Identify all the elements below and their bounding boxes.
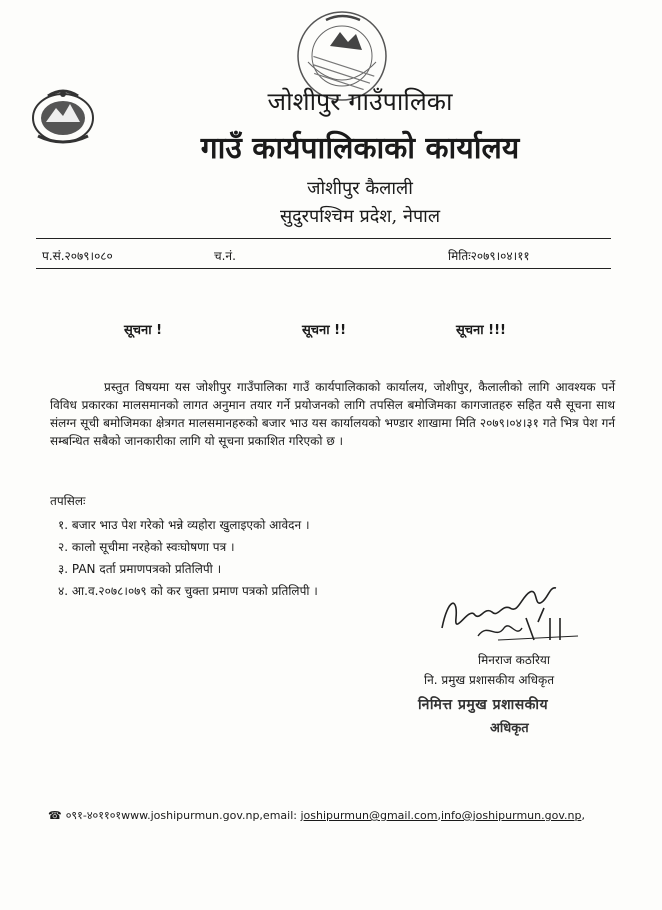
notice-label-2: सूचना !!: [302, 323, 347, 338]
footer-phone-web: ०९१-४०११०१www.joshipurmun.gov.np,email:: [65, 809, 301, 822]
footer-email-1[interactable]: joshipurmun@gmail.com: [300, 809, 438, 822]
nepal-emblem-icon: [28, 86, 98, 146]
notice-body: प्रस्तुत विषयमा यस जोशीपुर गाउँपालिका गाउँ कार्यपालिकाको कार्यालय, जोशीपुर, कैलालीको लागि आवश्यक पर्ने विविध प्रकारका मालसमानको लागत अनुमान तयार गर्ने प्रयोजनको लागि तपसिल बमोजिमका कागजातहरु सहित यसै सूचना साथ संलग्न सूची बमोजिमका क्षेत्रगत मालसमानहरुको बजार भाउ यस कार्यालयको भण्डार शाखामा मिति २०७९।०४।३१ गते भित्र पेश गर्न सम्बन्धित सबैको जानकारीका लागि यो सूचना प्रकाशित गरिएको छ ।: [50, 380, 615, 448]
footer-separator: ,: [437, 809, 441, 822]
address-line-1: जोशीपुर कैलाली: [307, 178, 413, 199]
list-item: २. कालो सूचीमा नरहेको स्वःघोषणा पत्र ।: [58, 540, 235, 554]
letter-number: प.सं.२०७९।०८०: [42, 249, 113, 263]
letter-date: मितिः२०७९।०४।११: [448, 249, 530, 263]
header-rule-bottom: [36, 268, 611, 269]
footer-trail: ,: [581, 809, 585, 822]
address-line-2: सुदुरपश्चिम प्रदेश, नेपाल: [279, 206, 441, 227]
contact-footer: [48, 808, 585, 823]
list-item: १. बजार भाउ पेश गरेको भन्ने व्यहोरा खुलाइएको आवेदन ।: [58, 518, 310, 532]
header-rule-top: [36, 238, 611, 239]
list-item: ३. PAN दर्ता प्रमाणपत्रको प्रतिलिपी ।: [58, 562, 222, 576]
notice-label-1: सूचना !: [124, 323, 163, 338]
notice-label-3: सूचना !!!: [456, 323, 506, 338]
footer-email-2[interactable]: info@joshipurmun.gov.np: [441, 809, 582, 822]
dispatch-number: च.नं.: [214, 249, 236, 263]
official-stamp-line-1: निमित्त प्रमुख प्रशासकीय: [418, 697, 549, 713]
official-stamp-line-2: अधिकृत: [490, 721, 529, 736]
handwritten-signature: [438, 578, 583, 650]
signatory-name: मिनराज कठरिया: [478, 653, 550, 667]
attachments-title: तपसिलः: [50, 494, 86, 508]
list-item: ४. आ.व.२०७८।०७९ को कर चुक्ता प्रमाण पत्रको प्रतिलिपी ।: [58, 584, 318, 598]
signatory-title: नि. प्रमुख प्रशासकीय अधिकृत: [424, 673, 555, 687]
office-name: गाउँ कार्यपालिकाको कार्यालय: [200, 131, 520, 166]
attachments-list: [58, 514, 318, 602]
municipality-name: जोशीपुर गाउँपालिका: [267, 87, 453, 116]
phone-icon: ☎: [48, 809, 62, 822]
